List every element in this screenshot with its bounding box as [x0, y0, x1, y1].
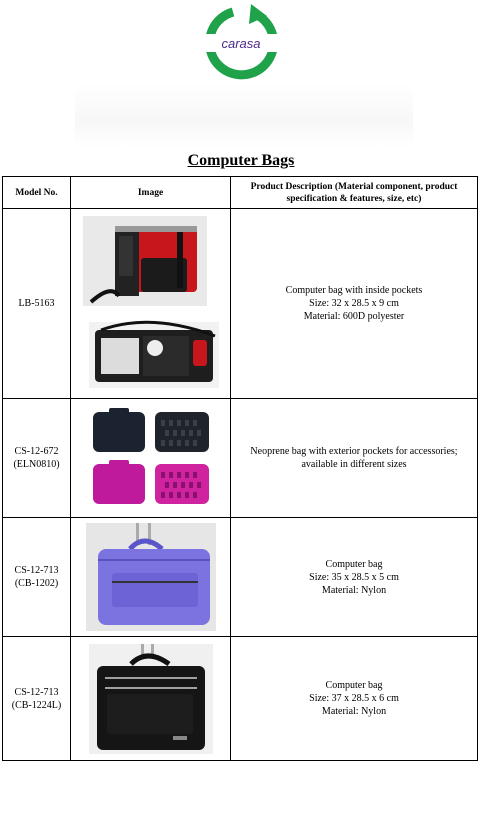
carasa-logo-icon — [199, 2, 283, 84]
model-number: CS-12-713 — [14, 686, 59, 698]
table-row — [3, 209, 478, 399]
image-cell — [71, 209, 231, 399]
description-cell — [231, 399, 478, 518]
model-cell — [3, 399, 71, 518]
description-line: Material: Nylon — [321, 706, 387, 717]
description-line: Size: 35 x 28.5 x 5 cm — [309, 571, 399, 583]
header-description: Product Description (Material component, product specification & features, size, etc) — [231, 177, 478, 209]
table-row — [3, 518, 478, 637]
description-line: Neoprene bag with exterior pockets for accessories; — [250, 446, 458, 457]
model-cell — [3, 209, 71, 399]
description-cell — [231, 209, 478, 399]
page-title: Computer Bags — [187, 152, 295, 169]
bag-image-messenger-red — [81, 214, 221, 394]
description-line: Size: 32 x 28.5 x 9 cm — [309, 298, 399, 309]
header-faint-text-area — [75, 84, 413, 148]
table-header-row — [3, 177, 478, 209]
product-table — [2, 176, 478, 761]
table-row — [3, 399, 478, 518]
header-model: Model No. — [3, 177, 71, 209]
model-number: CS-12-672 — [14, 446, 59, 457]
carasa-logo — [199, 2, 283, 84]
model-cell — [3, 518, 71, 637]
description-line: available in different sizes — [301, 459, 407, 470]
model-number: LB-5163 — [18, 298, 55, 309]
model-code: (ELN0810) — [13, 459, 60, 470]
image-cell — [71, 637, 231, 761]
table-row — [3, 637, 478, 761]
description-cell — [231, 518, 478, 637]
description-line: Size: 37 x 28.5 x 6 cm — [309, 693, 399, 704]
header-image: Image — [71, 177, 231, 209]
product-image-eln0810 — [87, 408, 215, 508]
logo-text: carasa — [221, 36, 261, 51]
product-image-cb1202 — [86, 523, 216, 631]
bag-image-neoprene-sleeves — [87, 408, 215, 508]
bag-image-black-nylon — [89, 644, 213, 754]
description-line: Material: Nylon — [321, 584, 387, 596]
description-cell — [231, 637, 478, 761]
model-code: (CB-1202) — [14, 578, 59, 589]
model-number: CS-12-713 — [14, 565, 59, 576]
product-image-lb5163 — [81, 214, 221, 394]
image-cell — [71, 399, 231, 518]
description-line: Computer bag — [325, 558, 383, 570]
image-cell — [71, 518, 231, 637]
model-cell — [3, 637, 71, 761]
description-line: Computer bag with inside pockets — [285, 285, 423, 296]
bag-image-purple-nylon — [86, 523, 216, 631]
product-image-cb1224l — [89, 644, 213, 754]
model-code: (CB-1224L) — [11, 699, 62, 711]
description-line: Material: 600D polyester — [303, 311, 405, 322]
description-line: Computer bag — [325, 680, 383, 691]
